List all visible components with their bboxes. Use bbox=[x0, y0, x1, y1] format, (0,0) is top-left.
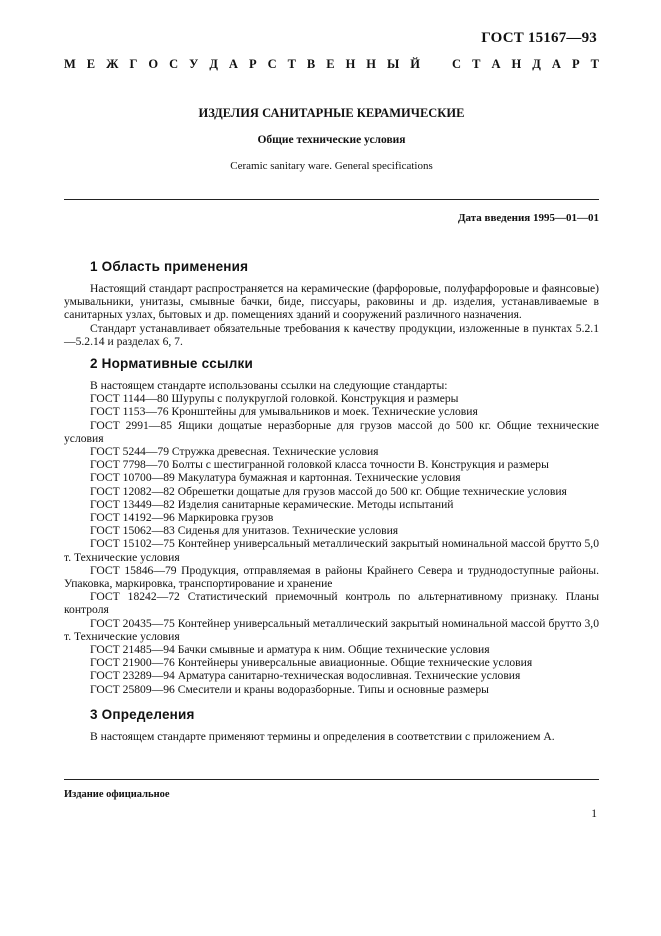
english-title: Ceramic sanitary ware. General specifications bbox=[230, 160, 433, 172]
footer-divider bbox=[64, 779, 599, 780]
reference-item: ГОСТ 14192—96 Маркировка грузов bbox=[90, 511, 274, 525]
banner-letter: О bbox=[148, 57, 159, 71]
section-definitions bbox=[64, 706, 599, 743]
reference-item: ГОСТ 15102—75 Контейнер универсальный металлический закрытый номинальной массой брутто 5,0 т. Технические условия bbox=[64, 537, 599, 564]
banner-letter: Н bbox=[366, 57, 377, 71]
reference-item: ГОСТ 1144—80 Шурупы с полукруглой головкой. Конструкция и размеры bbox=[90, 392, 459, 406]
header-divider bbox=[64, 199, 599, 200]
reference-item: ГОСТ 10700—89 Макулатура бумажная и картонная. Технические условия bbox=[90, 471, 461, 485]
banner-letter: А bbox=[228, 57, 238, 71]
banner-letter: С bbox=[267, 57, 277, 71]
banner-letter: Е bbox=[86, 57, 96, 71]
banner-letter: Д bbox=[209, 57, 218, 71]
banner-letter: Д bbox=[532, 57, 541, 71]
paragraph: Стандарт устанавливает обязательные требования к качеству продукции, изложенные в пунктах 5.2.1—5.2.14 и разделах 6, 7. bbox=[64, 321, 599, 348]
interstate-standard-banner bbox=[64, 57, 599, 72]
banner-letter: Т bbox=[590, 57, 599, 71]
section-heading: 2 Нормативные ссылки bbox=[90, 356, 253, 372]
introduction-date: Дата введения 1995—01—01 bbox=[457, 212, 599, 224]
official-edition-label: Издание официальное bbox=[64, 789, 170, 800]
section-normative-references bbox=[64, 355, 599, 696]
banner-letter: Т bbox=[472, 57, 481, 71]
banner-letter: С bbox=[452, 57, 462, 71]
banner-letter: М bbox=[64, 57, 76, 71]
banner-letter: Ы bbox=[387, 57, 400, 71]
reference-item: ГОСТ 18242—72 Статистический приемочный контроль по альтернативному признаку. Планы контроля bbox=[64, 590, 599, 617]
paragraph: Настоящий стандарт распространяется на керамические (фарфоровые, полуфарфоровые и фаянсовые) умывальники, унитазы, смывные бачки, биде, писсуары, раковины и др. изделия, устанавливаемые в санитарных узлах, бытовых и др. помещениях зданий и сооружений различного назначения. bbox=[64, 282, 599, 322]
paragraph: В настоящем стандарте использованы ссылки на следующие стандарты: bbox=[90, 379, 448, 393]
document-code: ГОСТ 15167—93 bbox=[481, 30, 597, 46]
standard-word bbox=[452, 57, 599, 72]
banner-letter: Н bbox=[345, 57, 356, 71]
reference-item: ГОСТ 21900—76 Контейнеры универсальные авиационные. Общие технические условия bbox=[90, 656, 533, 670]
reference-item: ГОСТ 7798—70 Болты с шестигранной головкой класса точности В. Конструкция и размеры bbox=[90, 458, 549, 472]
banner-letter: А bbox=[491, 57, 501, 71]
reference-item: ГОСТ 21485—94 Бачки смывные и арматура к ним. Общие технические условия bbox=[90, 643, 490, 657]
reference-item: ГОСТ 12082—82 Обрешетки дощатые для грузов массой до 500 кг. Общие технические условия bbox=[90, 484, 567, 498]
section-heading: 3 Определения bbox=[90, 706, 195, 722]
banner-letter: С bbox=[169, 57, 179, 71]
reference-item: ГОСТ 2991—85 Ящики дощатые неразборные для грузов массой до 500 кг. Общие технические условия bbox=[64, 418, 599, 445]
document-subtitle: Общие технические условия bbox=[257, 134, 406, 146]
banner-letter: Р bbox=[248, 57, 257, 71]
interstate-word bbox=[64, 57, 420, 72]
banner-letter: Ж bbox=[106, 57, 119, 71]
section-scope bbox=[64, 258, 599, 348]
banner-letter: А bbox=[551, 57, 561, 71]
banner-letter: Г bbox=[129, 57, 138, 71]
reference-item: ГОСТ 25809—96 Смесители и краны водоразборные. Типы и основные размеры bbox=[90, 682, 489, 696]
banner-letter: Е bbox=[326, 57, 335, 71]
document-title: ИЗДЕЛИЯ САНИТАРНЫЕ КЕРАМИЧЕСКИЕ bbox=[198, 106, 465, 120]
reference-item: ГОСТ 1153—76 Кронштейны для умывальников и моек. Технические условия bbox=[90, 405, 478, 419]
reference-item: ГОСТ 23289—94 Арматура санитарно-техническая водосливная. Технические условия bbox=[90, 669, 521, 683]
banner-letter: В bbox=[306, 57, 316, 71]
paragraph: В настоящем стандарте применяют термины и определения в соответствии с приложением А. bbox=[90, 729, 555, 743]
banner-letter: Т bbox=[287, 57, 296, 71]
page-number: 1 bbox=[591, 808, 597, 820]
reference-item: ГОСТ 5244—79 Стружка древесная. Технические условия bbox=[90, 445, 379, 459]
reference-item: ГОСТ 13449—82 Изделия санитарные керамические. Методы испытаний bbox=[90, 497, 454, 511]
reference-item: ГОСТ 20435—75 Контейнер универсальный металлический закрытый номинальной массой брутто 3,0 т. Технические условия bbox=[64, 616, 599, 643]
reference-item: ГОСТ 15846—79 Продукция, отправляемая в районы Крайнего Севера и труднодоступные районы. Упаковка, маркировка, транспортирование и хранение bbox=[64, 563, 599, 591]
banner-letter: У bbox=[189, 57, 199, 71]
reference-item: ГОСТ 15062—83 Сиденья для унитазов. Технические условия bbox=[90, 524, 399, 538]
banner-letter: Н bbox=[511, 57, 522, 71]
banner-letter: Р bbox=[571, 57, 580, 71]
section-heading: 1 Область применения bbox=[90, 259, 249, 274]
document-body bbox=[64, 258, 599, 743]
banner-letter: Й bbox=[410, 57, 420, 71]
